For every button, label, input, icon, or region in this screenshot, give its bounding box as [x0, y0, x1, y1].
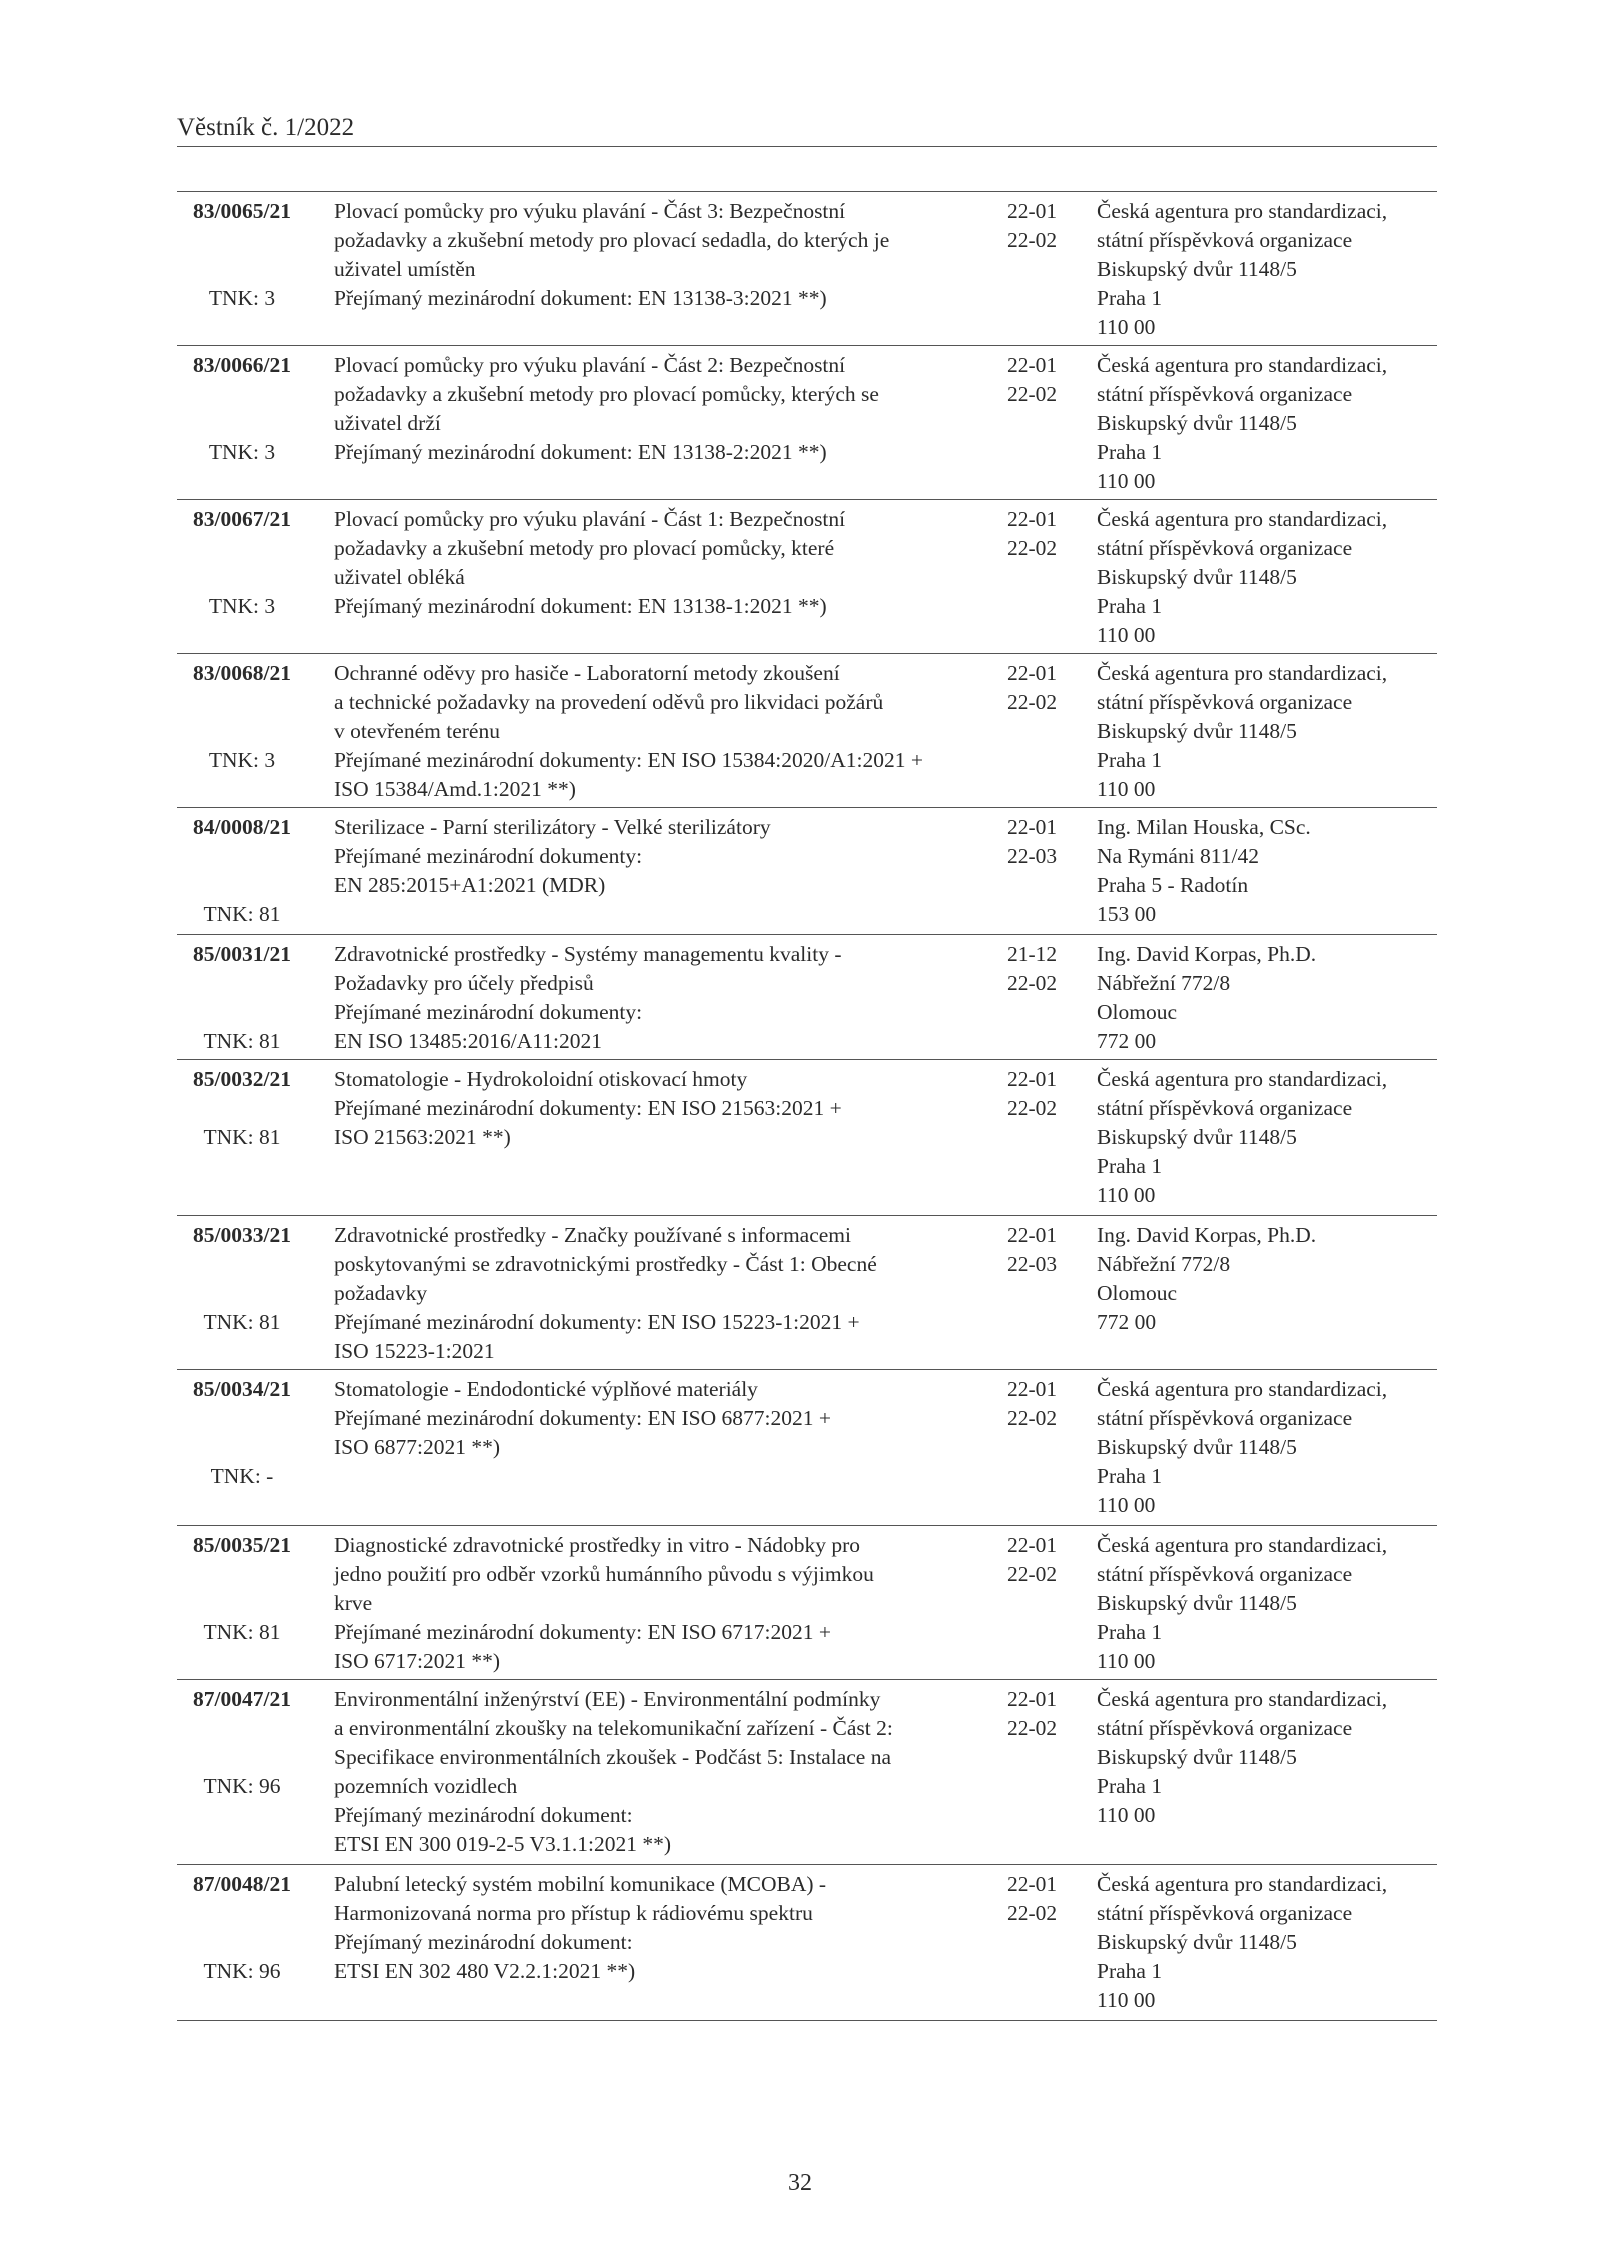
table-row [177, 1060, 1437, 1216]
address-line: 110 00 [1097, 1493, 1156, 1517]
entry-title-cell [334, 1221, 1034, 1366]
address-line: 153 00 [1097, 902, 1157, 926]
address-line: Praha 1 [1097, 1620, 1163, 1644]
entry-title-line: Palubní letecký systém mobilní komunikace (MCOBA) - [334, 1872, 827, 1896]
address-line: 110 00 [1097, 315, 1156, 339]
entry-id-cell [177, 1221, 307, 1334]
address-line: Praha 1 [1097, 1154, 1163, 1178]
address-line: 110 00 [1097, 1649, 1156, 1673]
entry-title-line: Přejímaný mezinárodní dokument: [334, 1803, 633, 1827]
entry-date: 22-02 [1007, 536, 1058, 560]
entry-title-line: požadavky a zkušební metody pro plovací pomůcky, které [334, 536, 835, 560]
entry-id-cell [177, 505, 307, 618]
entry-title-line: Přejímaný mezinárodní dokument: EN 13138-2:2021 **) [334, 440, 827, 464]
entry-id-cell [177, 1375, 307, 1488]
entry-title-line: EN 285:2015+A1:2021 (MDR) [334, 873, 606, 897]
entry-processor-address [1097, 1685, 1437, 1830]
entry-dates-cell [1007, 505, 1087, 563]
entry-id-cell [177, 659, 307, 772]
entry-tnk: TNK: 81 [203, 1029, 281, 1053]
entry-title-line: požadavky [334, 1281, 428, 1305]
table-row [177, 346, 1437, 500]
entry-title-line: poskytovanými se zdravotnickými prostředky - Část 1: Obecné [334, 1252, 877, 1276]
address-line: Česká agentura pro standardizaci, [1097, 1067, 1388, 1091]
table-row [177, 192, 1437, 346]
address-line: státní příspěvková organizace [1097, 1716, 1353, 1740]
entry-title-line: Přejímané mezinárodní dokumenty: [334, 1000, 643, 1024]
entry-title-line: ETSI EN 300 019-2-5 V3.1.1:2021 **) [334, 1832, 672, 1856]
entry-title-cell [334, 1531, 1034, 1676]
entry-title-cell [334, 197, 1034, 313]
entry-number: 85/0035/21 [193, 1533, 291, 1557]
address-line: Česká agentura pro standardizaci, [1097, 661, 1388, 685]
address-line: Ing. David Korpas, Ph.D. [1097, 1223, 1317, 1247]
entry-date: 22-01 [1007, 1067, 1058, 1091]
entry-dates-cell [1007, 197, 1087, 255]
entry-dates-cell [1007, 1685, 1087, 1743]
entry-title-line: Přejímaný mezinárodní dokument: EN 13138-3:2021 **) [334, 286, 827, 310]
entry-title-line: Plovací pomůcky pro výuku plavání - Část 1: Bezpečnostní [334, 507, 846, 531]
entry-title-line: Zdravotnické prostředky - Značky používané s informacemi [334, 1223, 852, 1247]
address-line: Praha 5 - Radotín [1097, 873, 1249, 897]
address-line: státní příspěvková organizace [1097, 1406, 1353, 1430]
entry-number: 85/0031/21 [193, 942, 291, 966]
entry-date: 22-02 [1007, 1562, 1058, 1586]
entry-id-cell [177, 197, 307, 310]
entry-title-line: Přejímané mezinárodní dokumenty: EN ISO 6717:2021 + [334, 1620, 831, 1644]
address-line: Praha 1 [1097, 286, 1163, 310]
table-row [177, 1370, 1437, 1526]
entry-processor-address [1097, 351, 1437, 496]
entry-id-cell [177, 940, 307, 1053]
entry-dates-cell [1007, 813, 1087, 871]
entry-dates-cell [1007, 659, 1087, 717]
entry-title-line: ISO 6717:2021 **) [334, 1649, 501, 1673]
entry-date: 22-01 [1007, 661, 1058, 685]
entry-date: 22-01 [1007, 1687, 1058, 1711]
entry-title-line: požadavky a zkušební metody pro plovací pomůcky, kterých se [334, 382, 879, 406]
address-line: státní příspěvková organizace [1097, 1096, 1353, 1120]
entry-title-line: Požadavky pro účely předpisů [334, 971, 594, 995]
entry-processor-address [1097, 505, 1437, 650]
address-line: státní příspěvková organizace [1097, 1901, 1353, 1925]
entry-date: 22-02 [1007, 690, 1058, 714]
entry-tnk: TNK: 3 [208, 286, 276, 310]
entry-date: 22-02 [1007, 1901, 1058, 1925]
entry-title-line: Sterilizace - Parní sterilizátory - Velké sterilizátory [334, 815, 771, 839]
address-line: Česká agentura pro standardizaci, [1097, 507, 1388, 531]
entry-title-line: Přejímané mezinárodní dokumenty: EN ISO 6877:2021 + [334, 1406, 831, 1430]
address-line: Praha 1 [1097, 440, 1163, 464]
table-row [177, 808, 1437, 935]
entry-title-line: ISO 15223-1:2021 [334, 1339, 495, 1363]
entry-id-cell [177, 351, 307, 464]
entry-dates-cell [1007, 351, 1087, 409]
entry-title-line: Zdravotnické prostředky - Systémy managementu kvality - [334, 942, 842, 966]
address-line: Nábřežní 772/8 [1097, 971, 1231, 995]
entry-dates-cell [1007, 1531, 1087, 1589]
entry-date: 22-03 [1007, 1252, 1058, 1276]
address-line: 110 00 [1097, 469, 1156, 493]
entry-title-line: EN ISO 13485:2016/A11:2021 [334, 1029, 602, 1053]
entry-processor-address [1097, 659, 1437, 804]
entry-processor-address [1097, 813, 1437, 929]
address-line: Praha 1 [1097, 1959, 1163, 1983]
entry-title-line: Přejímané mezinárodní dokumenty: [334, 844, 643, 868]
entry-title-line: ISO 21563:2021 **) [334, 1125, 511, 1149]
address-line: státní příspěvková organizace [1097, 1562, 1353, 1586]
address-line: Ing. David Korpas, Ph.D. [1097, 942, 1317, 966]
entry-number: 83/0065/21 [193, 199, 291, 223]
entry-title-line: ETSI EN 302 480 V2.2.1:2021 **) [334, 1959, 636, 1983]
table-row [177, 1865, 1437, 2021]
address-line: státní příspěvková organizace [1097, 228, 1353, 252]
address-line: Praha 1 [1097, 748, 1163, 772]
entry-processor-address [1097, 1870, 1437, 2015]
entry-date: 22-01 [1007, 1223, 1058, 1247]
address-line: Ing. Milan Houska, CSc. [1097, 815, 1311, 839]
entry-date: 22-03 [1007, 844, 1058, 868]
address-line: Praha 1 [1097, 1774, 1163, 1798]
entry-date: 22-01 [1007, 815, 1058, 839]
entry-title-line: uživatel drží [334, 411, 441, 435]
entry-number: 85/0034/21 [193, 1377, 291, 1401]
entry-tnk: TNK: 81 [203, 1125, 281, 1149]
entry-date: 22-02 [1007, 382, 1058, 406]
address-line: Olomouc [1097, 1281, 1178, 1305]
entry-tnk: TNK: 81 [203, 902, 281, 926]
entry-title-line: Přejímaný mezinárodní dokument: EN 13138-1:2021 **) [334, 594, 827, 618]
entry-title-cell [334, 940, 1034, 1056]
address-line: Biskupský dvůr 1148/5 [1097, 719, 1297, 743]
entry-date: 22-01 [1007, 199, 1058, 223]
entry-dates-cell [1007, 1870, 1087, 1928]
address-line: Biskupský dvůr 1148/5 [1097, 1435, 1297, 1459]
entry-title-line: Plovací pomůcky pro výuku plavání - Část 2: Bezpečnostní [334, 353, 846, 377]
entry-dates-cell [1007, 1221, 1087, 1279]
entry-title-line: uživatel umístěn [334, 257, 476, 281]
entry-title-cell [334, 1870, 1034, 1986]
entry-date: 22-01 [1007, 353, 1058, 377]
entry-number: 83/0068/21 [193, 661, 291, 685]
entry-title-line: Přejímané mezinárodní dokumenty: EN ISO 15223-1:2021 + [334, 1310, 860, 1334]
entry-tnk: TNK: 96 [203, 1774, 281, 1798]
entry-tnk: TNK: 81 [203, 1310, 281, 1334]
entry-title-cell [334, 351, 1034, 467]
entry-date: 22-02 [1007, 1716, 1058, 1740]
address-line: Biskupský dvůr 1148/5 [1097, 1591, 1297, 1615]
address-line: Praha 1 [1097, 1464, 1163, 1488]
entry-processor-address [1097, 1531, 1437, 1676]
entry-number: 83/0066/21 [193, 353, 291, 377]
address-line: státní příspěvková organizace [1097, 690, 1353, 714]
entry-date: 22-01 [1007, 507, 1058, 531]
table-row [177, 935, 1437, 1060]
entry-tnk: TNK: 96 [203, 1959, 281, 1983]
entry-processor-address [1097, 1221, 1437, 1337]
entry-title-line: Přejímané mezinárodní dokumenty: EN ISO 15384:2020/A1:2021 + [334, 748, 923, 772]
entry-id-cell [177, 1065, 307, 1149]
entry-title-cell [334, 505, 1034, 621]
entry-title-line: Přejímaný mezinárodní dokument: [334, 1930, 633, 1954]
entry-dates-cell [1007, 1065, 1087, 1123]
standards-table [177, 191, 1437, 2021]
entry-date: 22-01 [1007, 1377, 1058, 1401]
entry-dates-cell [1007, 1375, 1087, 1433]
address-line: 772 00 [1097, 1029, 1157, 1053]
address-line: Česká agentura pro standardizaci, [1097, 199, 1388, 223]
address-line: Česká agentura pro standardizaci, [1097, 1687, 1388, 1711]
entry-title-line: požadavky a zkušební metody pro plovací sedadla, do kterých je [334, 228, 890, 252]
entry-date: 22-02 [1007, 228, 1058, 252]
entry-number: 85/0032/21 [193, 1067, 291, 1091]
entry-title-cell [334, 1065, 1034, 1152]
entry-dates-cell [1007, 940, 1087, 998]
entry-tnk: TNK: 3 [208, 748, 276, 772]
entry-title-line: Stomatologie - Endodontické výplňové materiály [334, 1377, 758, 1401]
address-line: Biskupský dvůr 1148/5 [1097, 565, 1297, 589]
entry-title-line: Plovací pomůcky pro výuku plavání - Část 3: Bezpečnostní [334, 199, 846, 223]
address-line: Biskupský dvůr 1148/5 [1097, 1745, 1297, 1769]
entry-date: 22-02 [1007, 971, 1058, 995]
entry-date: 22-02 [1007, 1406, 1058, 1430]
address-line: Biskupský dvůr 1148/5 [1097, 257, 1297, 281]
address-line: Biskupský dvůr 1148/5 [1097, 1930, 1297, 1954]
entry-id-cell [177, 1531, 307, 1644]
address-line: Na Rymáni 811/42 [1097, 844, 1259, 868]
entry-title-cell [334, 1375, 1034, 1462]
entry-date: 22-01 [1007, 1533, 1058, 1557]
entry-title-line: ISO 15384/Amd.1:2021 **) [334, 777, 576, 801]
entry-processor-address [1097, 940, 1437, 1056]
entry-processor-address [1097, 1375, 1437, 1520]
entry-tnk: TNK: 3 [208, 594, 276, 618]
address-line: 110 00 [1097, 1183, 1156, 1207]
address-line: 772 00 [1097, 1310, 1157, 1334]
entry-id-cell [177, 1685, 307, 1798]
entry-title-line: Specifikace environmentálních zkoušek - Podčást 5: Instalace na [334, 1745, 892, 1769]
table-row [177, 1680, 1437, 1865]
entry-title-cell [334, 1685, 1034, 1859]
address-line: Česká agentura pro standardizaci, [1097, 1377, 1388, 1401]
entry-title-line: Environmentální inženýrství (EE) - Environmentální podmínky [334, 1687, 881, 1711]
address-line: Nábřežní 772/8 [1097, 1252, 1231, 1276]
address-line: 110 00 [1097, 623, 1156, 647]
entry-title-line: a technické požadavky na provedení oděvů pro likvidaci požárů [334, 690, 884, 714]
entry-title-line: jedno použití pro odběr vzorků humánního původu s výjimkou [334, 1562, 874, 1586]
entry-tnk: TNK: - [210, 1464, 274, 1488]
address-line: 110 00 [1097, 777, 1156, 801]
entry-tnk: TNK: 81 [203, 1620, 281, 1644]
page-header-title: Věstník č. 1/2022 [177, 114, 355, 141]
entry-number: 84/0008/21 [193, 815, 291, 839]
entry-number: 87/0047/21 [193, 1687, 291, 1711]
address-line: 110 00 [1097, 1988, 1156, 2012]
entry-title-line: ISO 6877:2021 **) [334, 1435, 501, 1459]
table-row [177, 1526, 1437, 1680]
entry-title-line: a environmentální zkoušky na telekomunikační zařízení - Část 2: [334, 1716, 893, 1740]
entry-id-cell [177, 1870, 307, 1983]
entry-date: 21-12 [1007, 942, 1058, 966]
address-line: státní příspěvková organizace [1097, 382, 1353, 406]
entry-number: 87/0048/21 [193, 1872, 291, 1896]
entry-title-line: Diagnostické zdravotnické prostředky in vitro - Nádobky pro [334, 1533, 861, 1557]
entry-title-line: Ochranné oděvy pro hasiče - Laboratorní metody zkoušení [334, 661, 840, 685]
entry-tnk: TNK: 3 [208, 440, 276, 464]
entry-title-line: Přejímané mezinárodní dokumenty: EN ISO 21563:2021 + [334, 1096, 842, 1120]
address-line: Česká agentura pro standardizaci, [1097, 353, 1388, 377]
entry-number: 83/0067/21 [193, 507, 291, 531]
entry-title-line: Stomatologie - Hydrokoloidní otiskovací hmoty [334, 1067, 748, 1091]
entry-title-line: krve [334, 1591, 373, 1615]
address-line: Biskupský dvůr 1148/5 [1097, 411, 1297, 435]
address-line: Česká agentura pro standardizaci, [1097, 1872, 1388, 1896]
address-line: Praha 1 [1097, 594, 1163, 618]
entry-title-line: Harmonizovaná norma pro přístup k rádiovému spektru [334, 1901, 813, 1925]
entry-processor-address [1097, 1065, 1437, 1210]
entry-processor-address [1097, 197, 1437, 342]
address-line: Olomouc [1097, 1000, 1178, 1024]
entry-title-line: pozemních vozidlech [334, 1774, 518, 1798]
entry-number: 85/0033/21 [193, 1223, 291, 1247]
entry-title-line: v otevřeném terénu [334, 719, 500, 743]
address-line: Česká agentura pro standardizaci, [1097, 1533, 1388, 1557]
address-line: 110 00 [1097, 1803, 1156, 1827]
address-line: státní příspěvková organizace [1097, 536, 1353, 560]
page-number: 32 [788, 2170, 812, 2196]
entry-title-cell [334, 813, 1034, 900]
entry-date: 22-01 [1007, 1872, 1058, 1896]
entry-date: 22-02 [1007, 1096, 1058, 1120]
table-row [177, 1216, 1437, 1370]
entry-title-cell [334, 659, 1034, 804]
header-rule [177, 146, 1437, 147]
entry-id-cell [177, 813, 307, 926]
entry-title-line: uživatel obléká [334, 565, 465, 589]
table-row [177, 500, 1437, 654]
address-line: Biskupský dvůr 1148/5 [1097, 1125, 1297, 1149]
table-row [177, 654, 1437, 808]
